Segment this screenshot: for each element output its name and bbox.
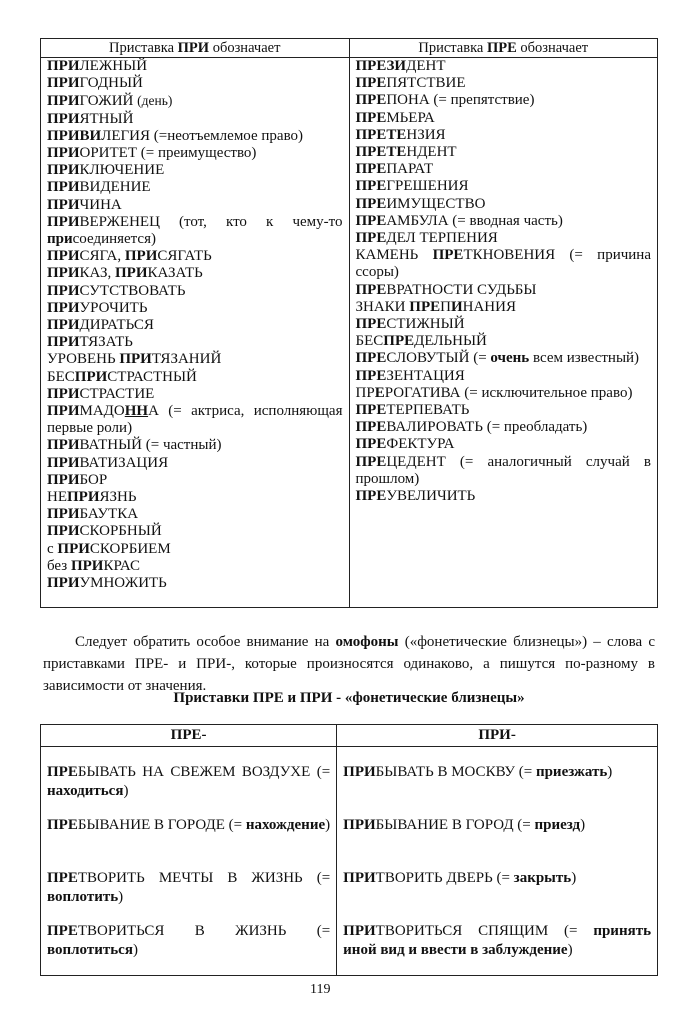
word-entry — [47, 437, 343, 454]
text-segment: ДЕЛ ТЕРПЕНИЯ — [386, 230, 498, 247]
word-entry — [47, 369, 343, 386]
text-segment: ТЕРПЕВАТЬ — [386, 402, 470, 419]
text-segment: ТВОРИТЬ ДВЕРЬ (= — [375, 870, 514, 886]
prefix-highlight: ПРИ — [119, 351, 152, 368]
word-entry — [47, 145, 343, 162]
text-segment: СЛОВУТЫЙ (= — [386, 350, 491, 367]
text-segment: соединяется) — [72, 231, 156, 248]
text-segment: ) — [580, 817, 586, 833]
text-segment: КАЗАТЬ — [147, 265, 203, 282]
prefix-meaning-table — [40, 38, 658, 608]
text-segment: ЛЕГИЯ (=неотъемлемое право) — [101, 127, 304, 144]
header-pre — [349, 39, 658, 58]
prefix-highlight: НН — [124, 403, 149, 420]
pre-examples-column — [41, 747, 337, 976]
prefix-highlight: И — [450, 298, 463, 315]
word-entry — [47, 489, 343, 506]
text-segment: ) — [325, 817, 331, 833]
pre-words-column — [349, 58, 658, 608]
prefix-highlight: ПРИ — [47, 575, 80, 592]
word-entry — [356, 419, 652, 436]
prefix-highlight: находиться — [47, 783, 124, 799]
word-entry — [343, 816, 651, 869]
prefix-highlight: ПРЕ — [355, 350, 387, 367]
text-segment: ВАЛИРОВАТЬ (= преобладать) — [386, 419, 588, 436]
text-segment: ГОЖИЙ — [79, 93, 138, 110]
prefix-highlight: Е — [374, 384, 385, 401]
text-segment: (день) — [137, 93, 173, 109]
pri-words-column — [41, 58, 350, 608]
text-segment: БЫВАТЬ НА СВЕЖЕМ ВОЗДУХЕ (= — [77, 764, 331, 780]
word-entry — [47, 283, 343, 300]
word-entry — [356, 299, 652, 316]
prefix-highlight: ПРЕТЕ — [355, 126, 407, 143]
prefix-highlight: при — [47, 231, 73, 248]
word-entry — [47, 214, 343, 248]
prefix-highlight: ПРЕ — [47, 870, 78, 886]
word-entry — [356, 488, 652, 505]
text-segment: Приставка — [109, 40, 178, 56]
text-segment: всем известный) — [529, 350, 640, 367]
prefix-highlight: ПРЕ — [355, 75, 387, 92]
text-segment: НДЕНТ — [406, 144, 457, 161]
prefix-highlight: ПРИ — [47, 179, 80, 196]
word-entry — [356, 350, 652, 367]
pri-examples-column — [337, 747, 658, 976]
text-segment: ДЕНТ — [406, 58, 446, 74]
text-segment: НЕ — [47, 489, 67, 506]
text-segment: СЯГА, — [79, 248, 125, 265]
text-segment: П — [440, 298, 451, 315]
word-entry — [356, 230, 652, 247]
word-entry — [47, 75, 343, 92]
text-segment: ) — [571, 870, 577, 886]
text-segment: ДИРАТЬСЯ — [79, 317, 154, 334]
text-segment: МАДО — [79, 403, 125, 420]
word-entry — [343, 922, 651, 975]
text-segment: Следует обратить особое внимание на — [75, 634, 336, 650]
text-segment: АМБУЛА (= вводная часть) — [386, 212, 563, 229]
text-segment: БОР — [79, 471, 108, 488]
prefix-highlight: ПРИ — [47, 317, 80, 334]
text-segment: ФЕКТУРА — [386, 436, 455, 453]
prefix-highlight: ПРЕ — [355, 230, 387, 247]
word-entry — [356, 436, 652, 453]
prefix-highlight: ПРЕ — [486, 40, 517, 56]
text-segment: ТВОРИТЬСЯ СПЯЩИМ (= — [375, 923, 594, 939]
text-segment: БЫВАТЬ В МОСКВУ (= — [375, 764, 536, 780]
word-entry — [47, 111, 343, 128]
prefix-highlight: омофоны — [335, 634, 399, 650]
prefix-highlight: ПРИ — [47, 145, 80, 162]
word-entry — [356, 316, 652, 333]
text-segment: УРОЧИТЬ — [79, 299, 148, 316]
prefix-highlight: ПРЕЗИ — [355, 58, 407, 74]
text-segment: ТКНОВЕНИЯ (= причина ссоры) — [355, 247, 651, 281]
text-segment: РОГАТИВА (= исключительное право) — [384, 384, 633, 401]
prefix-highlight: ПРИ — [47, 282, 80, 299]
word-entry — [356, 58, 652, 75]
prefix-highlight: ПРИ — [124, 248, 158, 265]
prefix-highlight: ПРИ — [47, 75, 80, 92]
word-entry — [356, 385, 652, 402]
prefix-highlight: приезжать — [535, 764, 608, 780]
text-segment: БЫВАНИЕ В ГОРОД (= — [375, 817, 535, 833]
prefix-highlight: ПРЕ — [355, 92, 387, 109]
text-segment: обозначает — [209, 40, 281, 56]
word-entry — [343, 763, 651, 816]
word-entry — [356, 213, 652, 230]
word-entry — [356, 127, 652, 144]
text-segment: ВАТНЫЙ (= частный) — [79, 437, 222, 454]
word-entry — [47, 300, 343, 317]
prefix-highlight: ПРИ — [47, 437, 80, 454]
prefix-highlight: ПРИ — [47, 299, 80, 316]
text-segment: СЯГАТЬ — [157, 248, 212, 265]
word-entry — [47, 869, 330, 922]
prefix-highlight: ПРИ — [47, 454, 80, 471]
text-segment: ЦЕДЕНТ (= аналогичный случай в прошлом) — [355, 453, 651, 487]
prefix-highlight: ПРИ — [47, 506, 80, 523]
homophones-paragraph — [43, 631, 655, 697]
text-segment: ЯЗНЬ — [99, 489, 137, 506]
prefix-highlight: ПРИ — [57, 540, 90, 557]
prefix-highlight: ПРИ — [343, 923, 376, 939]
prefix-highlight: ПРЕ — [355, 488, 387, 505]
prefix-highlight: ПРЕ — [355, 402, 387, 419]
text-segment: СКОРБНЫЙ — [79, 523, 162, 540]
text-segment: КЛЮЧЕНИЕ — [79, 162, 165, 179]
prefix-highlight: принять иной вид и ввести в заблуждение — [343, 923, 651, 958]
text-segment: ЧИНА — [79, 196, 122, 213]
text-segment: обозначает — [516, 40, 589, 56]
word-entry — [47, 541, 343, 558]
word-entry — [47, 92, 343, 110]
text-segment: А (= актриса, исполняющая первые роли) — [47, 403, 343, 437]
text-segment: УМНОЖИТЬ — [79, 575, 167, 592]
word-entry — [47, 265, 343, 282]
text-segment: КАМЕНЬ — [355, 247, 433, 264]
text-segment: СКОРБИЕМ — [89, 540, 171, 557]
header-pri — [41, 39, 350, 58]
text-segment: БЕС — [47, 368, 75, 385]
text-segment: ТЯЗАНИЙ — [151, 351, 222, 368]
text-segment: ЗЕНТАЦИЯ — [386, 367, 465, 384]
word-entry — [47, 403, 343, 437]
word-entry — [47, 523, 343, 540]
text-segment: Приставка — [418, 40, 487, 56]
word-entry — [47, 351, 343, 368]
prefix-highlight: ПРЕ — [355, 453, 387, 470]
prefix-highlight: ПРИ — [343, 870, 376, 886]
prefix-highlight: ПРИ — [47, 196, 80, 213]
word-entry — [47, 58, 343, 75]
prefix-highlight: ПРИ — [47, 334, 80, 351]
word-entry — [47, 248, 343, 265]
prefix-highlight: ПРЕ — [432, 247, 464, 264]
header-pre-col: ПРЕ- — [41, 725, 337, 747]
homophones-table-title: Приставки ПРЕ и ПРИ - «фонетические близнецы» — [173, 690, 525, 706]
prefix-highlight: ПРИ — [47, 385, 80, 402]
prefix-highlight: ПРИ — [47, 403, 80, 420]
text-segment: БЕС — [355, 333, 384, 350]
prefix-highlight: ПРИ — [343, 817, 376, 833]
text-segment: ЯТНЫЙ — [79, 110, 134, 127]
prefix-highlight: ПРИ — [47, 471, 80, 488]
prefix-highlight: ПРЕ — [355, 195, 387, 212]
prefix-highlight: ПРИ — [114, 265, 148, 282]
prefix-highlight: закрыть — [513, 870, 572, 886]
text-segment: БАУТКА — [79, 506, 139, 523]
prefix-highlight: ПРИ — [47, 265, 80, 282]
prefix-highlight: ПРИ — [177, 40, 210, 56]
prefix-highlight: воплотиться — [47, 942, 133, 958]
text-segment: ТВОРИТЬ МЕЧТЫ В ЖИЗНЬ (= — [77, 870, 331, 886]
word-entry — [356, 282, 652, 299]
prefix-highlight: ПРЕТЕ — [355, 144, 407, 161]
prefix-highlight: ПРЕ — [47, 764, 78, 780]
prefix-highlight: ПРЕ — [355, 436, 387, 453]
text-segment: ТВОРИТЬСЯ В ЖИЗНЬ (= — [77, 923, 331, 939]
word-entry — [47, 575, 343, 592]
prefix-highlight: ПРИВИ — [47, 127, 102, 144]
text-segment: МЬЕРА — [386, 109, 435, 126]
word-entry — [343, 869, 651, 922]
text-segment: ) — [118, 889, 124, 905]
text-segment: («фонетические близнецы») – слова с приставками ПРЕ- и ПРИ-, которые произносятся одинаково, а пишутся по-разному в зависимости от значения. — [43, 634, 655, 694]
text-segment: ОРИТЕТ (= преимущество) — [79, 145, 257, 162]
text-segment: НЗИЯ — [406, 126, 446, 143]
prefix-highlight: ПРИ — [47, 110, 80, 127]
text-segment: ) — [132, 942, 138, 958]
prefix-highlight: очень — [490, 350, 530, 367]
prefix-highlight: ПРЕ — [355, 109, 387, 126]
text-segment: ПЯТСТВИЕ — [386, 75, 466, 92]
text-segment: КАЗ, — [79, 265, 115, 282]
prefix-highlight: нахождение — [245, 817, 326, 833]
text-segment: НАНИЯ — [462, 298, 516, 315]
text-segment: ГОДНЫЙ — [79, 75, 143, 92]
word-entry — [47, 472, 343, 489]
word-entry — [356, 92, 652, 109]
prefix-highlight: ПРЕ — [355, 316, 387, 333]
prefix-highlight: ПРИ — [47, 213, 80, 230]
text-segment: ПАРАТ — [386, 161, 434, 178]
word-entry — [47, 317, 343, 334]
word-entry — [356, 454, 652, 488]
text-segment: ВИДЕНИЕ — [79, 179, 151, 196]
homophones-table — [40, 724, 658, 976]
text-segment: ПР — [355, 384, 375, 401]
header-pri-col: ПРИ- — [337, 725, 658, 747]
word-entry — [47, 197, 343, 214]
text-segment: УВЕЛИЧИТЬ — [386, 488, 476, 505]
text-segment: ИМУЩЕСТВО — [386, 195, 486, 212]
text-segment: без — [47, 557, 71, 574]
text-segment: УРОВЕНЬ — [47, 351, 120, 368]
word-entry — [356, 333, 652, 350]
word-entry — [47, 763, 330, 816]
word-entry — [47, 558, 343, 575]
text-segment: с — [47, 540, 58, 557]
prefix-highlight: ПРИ — [47, 58, 80, 74]
word-entry — [47, 334, 343, 351]
prefix-highlight: воплотить — [47, 889, 119, 905]
prefix-highlight: ПРИ — [74, 368, 108, 385]
prefix-highlight: ПРЕ — [409, 298, 441, 315]
word-entry — [47, 128, 343, 145]
word-entry — [47, 506, 343, 523]
word-entry — [47, 162, 343, 179]
text-segment: ДЕЛЬНЫЙ — [414, 333, 487, 350]
text-segment: ВРАТНОСТИ СУДЬБЫ — [386, 281, 537, 298]
text-segment: СТИЖНЫЙ — [386, 316, 465, 333]
text-segment: ВЕРЖЕНЕЦ (тот, кто к чему-то — [79, 213, 343, 230]
prefix-highlight: ПРЕ — [47, 817, 78, 833]
word-entry — [47, 455, 343, 472]
prefix-highlight: ПРЕ — [355, 419, 387, 436]
text-segment: ВАТИЗАЦИЯ — [79, 454, 169, 471]
text-segment: ) — [567, 942, 573, 958]
word-entry — [356, 110, 652, 127]
prefix-highlight: ПРЕ — [355, 161, 387, 178]
prefix-highlight: ПРИ — [67, 489, 100, 506]
prefix-highlight: ПРИ — [70, 557, 104, 574]
word-entry — [47, 386, 343, 403]
text-segment: СТРАСТИЕ — [79, 385, 155, 402]
text-segment: ЗНАКИ — [355, 298, 410, 315]
word-entry — [47, 816, 330, 869]
prefix-highlight: ПРИ — [47, 93, 80, 110]
text-segment: ГРЕШЕНИЯ — [386, 178, 469, 195]
prefix-highlight: приезд — [534, 817, 581, 833]
word-entry — [47, 922, 330, 975]
prefix-highlight: ПРЕ — [355, 212, 387, 229]
text-segment: СУТСТВОВАТЬ — [79, 282, 186, 299]
word-entry — [356, 178, 652, 195]
text-segment: ) — [607, 764, 613, 780]
word-entry — [356, 402, 652, 419]
prefix-highlight: ПРИ — [47, 162, 80, 179]
prefix-highlight: ПРЕ — [47, 923, 78, 939]
prefix-highlight: ПРИ — [47, 248, 80, 265]
prefix-highlight: ПРЕ — [355, 178, 387, 195]
word-entry — [356, 144, 652, 161]
text-segment: БЫВАНИЕ В ГОРОДЕ (= — [77, 817, 246, 833]
page-number: 119 — [310, 982, 331, 997]
word-entry — [47, 179, 343, 196]
prefix-highlight: ПРЕ — [355, 281, 387, 298]
text-segment: ) — [123, 783, 129, 799]
text-segment: КРАС — [103, 557, 140, 574]
text-segment: СТРАСТНЫЙ — [107, 368, 197, 385]
text-segment: ЛЕЖНЫЙ — [79, 58, 148, 74]
word-entry — [356, 247, 652, 281]
word-entry — [356, 161, 652, 178]
word-entry — [356, 368, 652, 385]
prefix-highlight: ПРЕ — [383, 333, 415, 350]
prefix-highlight: ПРЕ — [355, 367, 387, 384]
text-segment: ПОНА (= препятствие) — [386, 92, 535, 109]
word-entry — [356, 196, 652, 213]
prefix-highlight: ПРИ — [47, 523, 80, 540]
word-entry — [356, 75, 652, 92]
text-segment: ТЯЗАТЬ — [79, 334, 133, 351]
prefix-highlight: ПРИ — [343, 764, 376, 780]
